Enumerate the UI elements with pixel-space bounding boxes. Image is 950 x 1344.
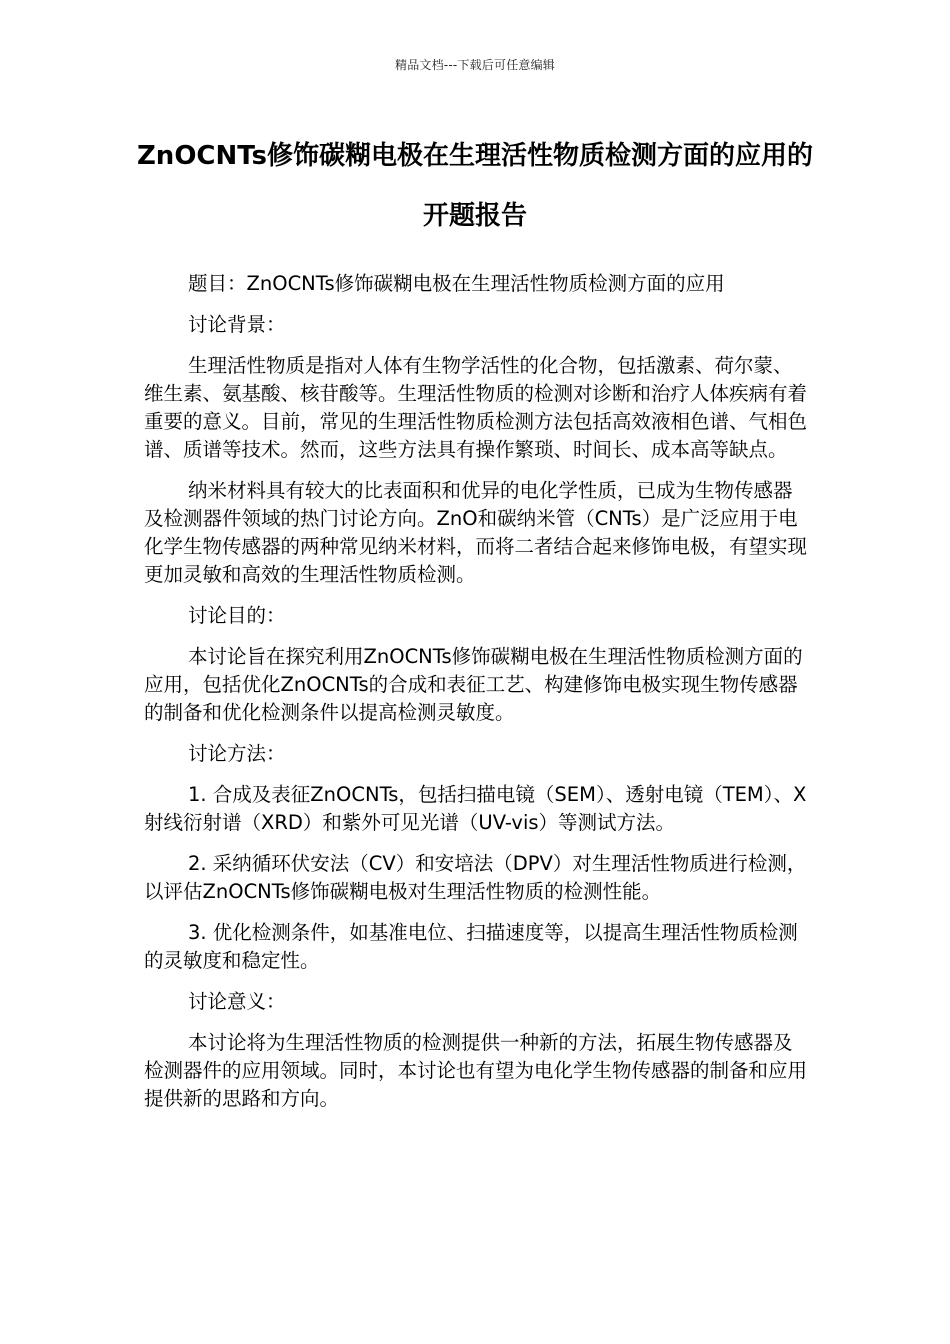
document-title: ZnOCNTs修饰碳糊电极在生理活性物质检测方面的应用的开题报告 <box>136 141 814 231</box>
header-note: 精品文档---下载后可任意编辑 <box>395 58 555 72</box>
purpose-heading: 讨论目的： <box>188 604 286 627</box>
purpose-paragraph: 本讨论旨在探究利用ZnOCNTs修饰碳糊电极在生理活性物质检测方面的应用，包括优化ZnOCNTs的合成和表征工艺、构建修饰电极实现生物传感器的制备和优化检测条件以提高检测灵敏度。 <box>144 645 803 724</box>
background-paragraph-1: 生理活性物质是指对人体有生物学活性的化合物，包括激素、荷尔蒙、维生素、氨基酸、核苷酸等。生理活性物质的检测对诊断和治疗人体疾病有着重要的意义。目前，常见的生理活性物质检测方法包括高效液相色谱、气相色谱、质谱等技术。然而，这些方法具有操作繁琐、时间长、成本高等缺点。 <box>144 354 808 461</box>
document-body <box>144 270 808 1126</box>
method-heading: 讨论方法： <box>188 742 286 765</box>
method-item-3: 3. 优化检测条件，如基准电位、扫描速度等，以提高生理活性物质检测的灵敏度和稳定性。 <box>144 921 798 972</box>
topic-line: 题目：ZnOCNTs修饰碳糊电极在生理活性物质检测方面的应用 <box>188 272 725 295</box>
method-item-1: 1. 合成及表征ZnOCNTs，包括扫描电镜（SEM）、透射电镜（TEM）、X射线衍射谱（XRD）和紫外可见光谱（UV-vis）等测试方法。 <box>144 783 807 834</box>
significance-paragraph: 本讨论将为生理活性物质的检测提供一种新的方法，拓展生物传感器及检测器件的应用领域。同时，本讨论也有望为电化学生物传感器的制备和应用提供新的思路和方向。 <box>144 1031 808 1110</box>
method-item-2: 2. 采纳循环伏安法（CV）和安培法（DPV）对生理活性物质进行检测，以评估ZnOCNTs修饰碳糊电极对生理活性物质的检测性能。 <box>144 852 807 903</box>
significance-heading: 讨论意义： <box>188 990 286 1013</box>
background-paragraph-2: 纳米材料具有较大的比表面积和优异的电化学性质，已成为生物传感器及检测器件领域的热门讨论方向。ZnO和碳纳米管（CNTs）是广泛应用于电化学生物传感器的两种常见纳米材料，而将二者结合起来修饰电极，有望实现更加灵敏和高效的生理活性物质检测。 <box>144 479 808 586</box>
background-heading: 讨论背景： <box>188 313 286 336</box>
